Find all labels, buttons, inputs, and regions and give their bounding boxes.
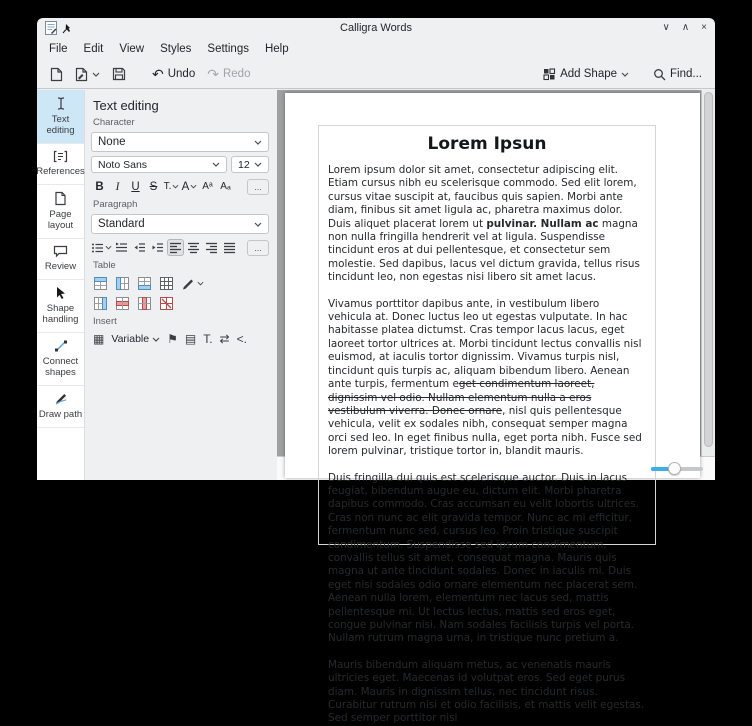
underline-button[interactable]: U [131, 180, 140, 193]
pen-icon [54, 392, 68, 406]
sidebar-item-connect-shapes[interactable] [37, 333, 84, 386]
text-color-button[interactable]: A [181, 178, 198, 195]
font-family-value: Noto Sans [98, 158, 148, 171]
sidebar-item-review[interactable] [37, 239, 84, 280]
sidebar-item-label: Connect shapes [42, 356, 79, 378]
zoom-slider[interactable] [651, 462, 703, 476]
table-border-style-button[interactable] [181, 277, 204, 291]
variable-label: Variable [111, 333, 150, 345]
indent-first-line-icon [115, 242, 128, 254]
document-paragraph[interactable]: Mauris bibendum aliquam metus, ac venenatis mauris ultricies eget. Maecenas id volutpat eros. Sed eget purus diam. Mauris in dignissim tellus, nec tincidunt risus. Curabitur rutrum nisi et odio facilisis, et mattis velit egestas. Sed semper porttitor nisl [328, 658, 645, 725]
chevron-down-icon [190, 184, 197, 189]
index-icon[interactable]: ⇄ [219, 332, 230, 346]
align-center-icon [187, 242, 200, 254]
save-button[interactable] [109, 65, 129, 83]
new-document-icon [50, 67, 63, 82]
menu-view[interactable]: View [119, 43, 145, 55]
sidebar-item-label: Shape handling [42, 303, 79, 325]
references-icon [53, 150, 68, 163]
vertical-scrollbar[interactable] [701, 90, 715, 456]
bold-button[interactable]: B [95, 180, 104, 193]
sidebar-item-label: Page layout [47, 209, 74, 231]
insert-row-below-icon [137, 276, 152, 291]
align-center-button[interactable] [185, 239, 202, 256]
find-button[interactable] [650, 66, 705, 83]
table-icon [159, 276, 174, 291]
character-style-value: None [98, 136, 126, 148]
text-cursor-icon [54, 96, 68, 111]
pointer-icon [54, 286, 67, 300]
indent-first-line-button[interactable] [113, 239, 130, 256]
table-section-label: Table [93, 260, 116, 271]
list-icon [91, 242, 104, 254]
connector-icon [54, 339, 68, 353]
menu-edit[interactable]: Edit [83, 43, 104, 55]
undo-label: Undo [167, 68, 196, 80]
indent-decrease-button[interactable] [131, 239, 148, 256]
delete-table-button[interactable] [159, 296, 174, 311]
delete-table-icon [159, 296, 174, 311]
chevron-down-icon [212, 162, 220, 167]
indent-increase-button[interactable] [149, 239, 166, 256]
align-right-icon [205, 242, 218, 254]
sidebar-item-draw-path[interactable] [37, 386, 84, 428]
sidebar-item-label: Draw path [38, 409, 83, 420]
bookmark-icon[interactable]: ⚑ [167, 332, 178, 346]
align-justify-icon [223, 242, 236, 254]
list-style-button[interactable] [91, 239, 112, 256]
indent-decrease-icon [133, 242, 146, 254]
chevron-down-icon [92, 72, 100, 77]
font-size-value: 12 [238, 158, 250, 171]
insert-column-right-icon [93, 296, 108, 311]
paragraph-style-dropdown[interactable] [91, 214, 269, 234]
change-case-button[interactable]: T. [163, 178, 180, 195]
align-left-button[interactable] [167, 239, 184, 256]
add-shape-icon [543, 68, 556, 81]
align-right-button[interactable] [203, 239, 220, 256]
chevron-down-icon [254, 162, 262, 167]
tool-sidebar [37, 90, 85, 480]
document-page[interactable] [285, 93, 700, 725]
page-break-icon[interactable]: ▤ [184, 332, 197, 346]
menu-file[interactable]: File [49, 43, 68, 55]
open-document-button[interactable] [72, 65, 103, 84]
titlebar[interactable] [37, 18, 715, 38]
subscript-button[interactable]: Aₐ [220, 181, 231, 192]
add-shape-label: Add Shape [560, 68, 618, 80]
sidebar-item-label: References [36, 166, 85, 177]
maximize-button[interactable]: ∧ [681, 22, 690, 33]
undo-button[interactable] [149, 65, 198, 83]
text-frame[interactable] [318, 125, 656, 725]
window-title: Calligra Words [340, 22, 412, 34]
insert-table-button[interactable] [159, 276, 174, 291]
redo-icon: ↷ [207, 66, 219, 82]
document-canvas[interactable] [277, 90, 715, 725]
align-left-icon [169, 242, 182, 254]
menu-styles[interactable]: Styles [160, 43, 192, 55]
scrollbar-thumb[interactable] [704, 92, 713, 447]
chevron-down-icon [105, 245, 112, 250]
redo-label: Redo [222, 68, 251, 80]
tool-options-panel [85, 90, 277, 480]
insert-table-icon[interactable]: ▦ [93, 332, 105, 346]
chevron-down-icon [621, 72, 629, 77]
open-document-icon [75, 67, 88, 82]
add-shape-button[interactable] [540, 66, 632, 83]
special-character-icon[interactable]: <. [236, 332, 247, 346]
comment-icon [53, 245, 68, 258]
redo-button[interactable] [204, 65, 253, 83]
document-title: Lorem Ipsun [427, 134, 547, 154]
chevron-down-icon [172, 184, 179, 189]
minimize-button[interactable]: ∨ [662, 22, 670, 33]
new-document-button[interactable] [47, 65, 66, 84]
paragraph-section-label: Paragraph [93, 199, 138, 210]
delete-column-icon [137, 296, 152, 311]
sidebar-item-label: Review [44, 261, 77, 272]
font-size-dropdown[interactable] [231, 156, 269, 173]
panel-title: Text editing [93, 98, 159, 113]
insert-row-above-button[interactable] [93, 276, 108, 291]
superscript-button[interactable]: Aᵃ [202, 181, 213, 192]
insert-row-below-button[interactable] [137, 276, 152, 291]
paragraph-style-value: Standard [98, 218, 145, 230]
sidebar-item-references[interactable] [37, 144, 84, 185]
character-section-label: Character [93, 117, 135, 128]
delete-row-button[interactable] [115, 296, 130, 311]
document-body [328, 164, 646, 726]
font-family-dropdown[interactable] [91, 156, 227, 173]
page-icon [54, 191, 67, 206]
sidebar-item-shape-handling[interactable] [37, 280, 84, 333]
character-more-button[interactable]: ... [247, 179, 269, 195]
insert-column-left-icon [115, 276, 130, 291]
application-window [36, 18, 715, 725]
insert-section-label: Insert [93, 316, 117, 327]
chevron-down-icon [152, 337, 160, 342]
sidebar-item-page-layout[interactable] [37, 185, 84, 239]
insert-column-right-button[interactable] [93, 296, 108, 311]
paragraph-more-button[interactable]: ... [247, 240, 269, 256]
character-style-dropdown[interactable] [91, 132, 269, 152]
sidebar-item-text-editing[interactable] [37, 90, 84, 144]
pen-icon [181, 277, 195, 291]
zoom-slider-handle[interactable] [668, 462, 681, 475]
document-paragraph[interactable]: Duis fringilla dui quis est scelerisque auctor. Duis in lacus feugiat, bibendum augue eu, dictum elit. Morbi pharetra dapibus commodo. Cras accumsan eu velit lobortis ultrices. Cras non nunc ac elit gravida tempor. Nunc ac mi efficitur, fermentum nunc sed, cursus leo. Proin tristique suscipit condimentum. Suspendisse sed ipsum condimentum, convallis tellus sit amet, consequat magna. Mauris quis magna ut ante tincidunt sodales. Donec in iaculis mi. Duis eget nisi sodales odio ornare elementum nec placerat sem. Aenean nulla lorem, elementum nec lacus sed, mattis pellentesque mi. Ut lectus lectus, mattis sed eros eget, congue pulvinar nisi. Nam sodales facilisis turpis vel porta. Nullam rutrum magna urna, in tristique nunc pretium a. [328, 471, 639, 645]
document-paragraph[interactable]: Vivamus porttitor dapibus ante, in vestibulum libero vehicula at. Donec luctus leo ut egestas vulputate. In hac habitasse platea dictumst. Cras tempor lacus lacus, eget laoreet tortor ultrices at. Morbi tincidunt lectus convallis nisl euismod, at iaculis tortor dignissim. Vivamus turpis nisl, tincidunt quis turpis ac, aliquam bibendum libero. Aenean ante turpis, fermentum eget condimentum laoreet, dignissim vel odio. Nullam elementum nulla a eros vestibulum viverra. Donec ornare, nisl quis pellentesque vehicula, velit ex sodales nibh, consequat semper magna orci sed leo. In eget finibus nulla, eget porta nibh. Fusce sed lorem pulvinar, tristique tortor in, blandit mauris. [328, 297, 642, 458]
indent-increase-icon [151, 242, 164, 254]
insert-row-above-icon [93, 276, 108, 291]
menu-settings[interactable]: Settings [207, 43, 249, 55]
find-label: Find... [670, 68, 702, 80]
delete-row-icon [115, 296, 130, 311]
text-insert-icon[interactable]: T. [203, 332, 213, 346]
menubar [37, 38, 715, 60]
chevron-down-icon [197, 281, 204, 286]
save-icon [112, 67, 126, 81]
sidebar-item-label: Text editing [46, 114, 75, 136]
toolbar [37, 60, 715, 89]
chevron-down-icon [254, 140, 262, 145]
delete-column-button[interactable] [137, 296, 152, 311]
search-icon [653, 68, 666, 81]
document-paragraph[interactable]: Lorem ipsum dolor sit amet, consectetur adipiscing elit. Etiam cursus nibh eu scelerisque commodo. Sed elit lorem, cursus vitae suscipit at, faucibus quis sapien. Morbi ante diam, finibus sit amet ligula ac, pharetra maximus dolor. Duis aliquet placerat lorem ut pulvinar. Nullam ac magna non nulla fringilla hendrerit vel at ligula. Suspendisse tincidunt eros at dui pellentesque, et consectetur sem molestie. Sed dapibus, lacus vel dictum gravida, tellus risus tincidunt leo, non egestas nisi libero sit amet lacus. [328, 164, 640, 284]
undo-icon: ↶ [152, 66, 164, 82]
menu-help[interactable]: Help [264, 43, 289, 55]
close-button[interactable]: × [701, 22, 707, 33]
chevron-down-icon [254, 222, 262, 227]
insert-column-left-button[interactable] [115, 276, 130, 291]
variable-dropdown[interactable] [111, 333, 160, 345]
italic-button[interactable]: I [115, 180, 120, 193]
strikethrough-button[interactable]: S [149, 180, 158, 193]
align-justify-button[interactable] [221, 239, 238, 256]
